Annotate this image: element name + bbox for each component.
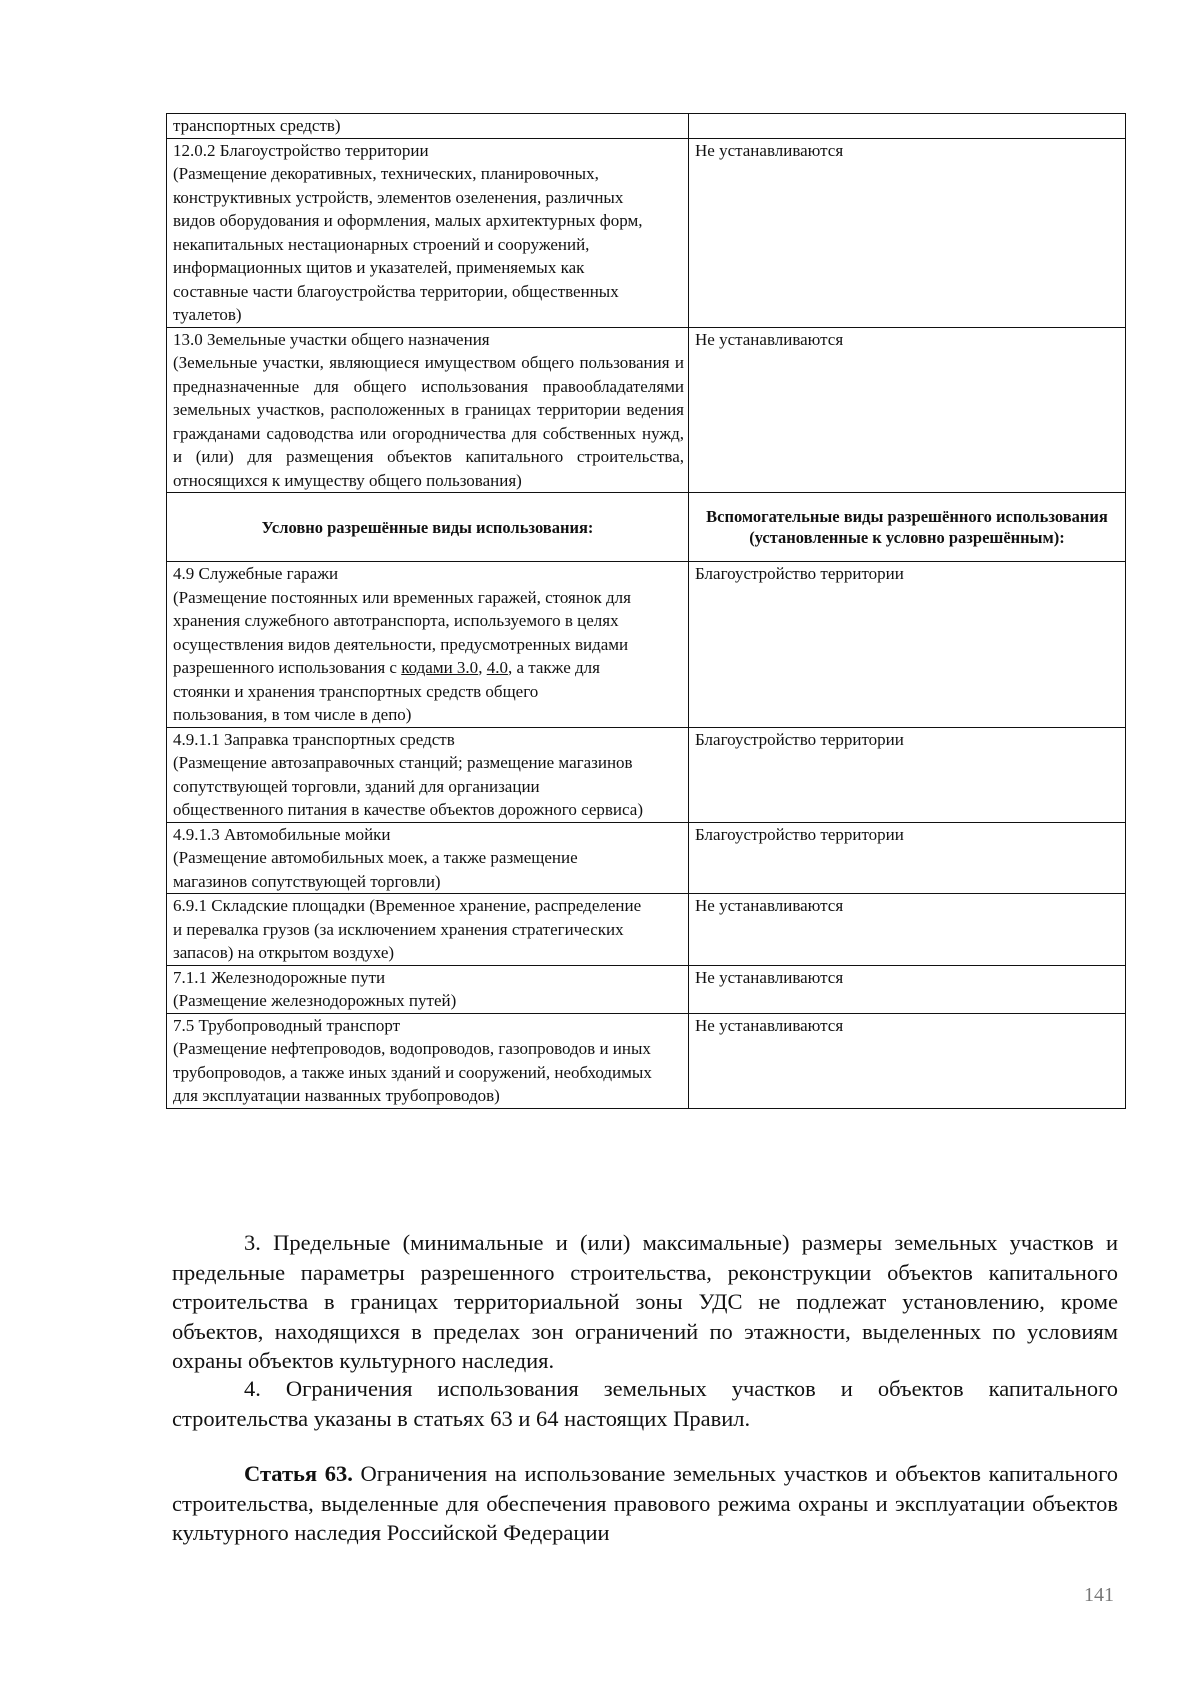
table-cell <box>689 965 1126 1013</box>
table-cell <box>689 562 1126 728</box>
cell-text: Не устанавливаются <box>695 1015 844 1035</box>
cell-text: Не устанавливаются <box>695 140 844 160</box>
use-type-title: 6.9.1 Складские площадки (Временное хранение, распределение и перевалка грузов (за исключением хранения стратегических запасов) на открытом воздухе) <box>173 896 642 962</box>
table-cell <box>167 1013 689 1108</box>
use-type-description: (Размещение железнодорожных путей) <box>173 991 457 1010</box>
table-row <box>167 1013 1126 1108</box>
use-type-description: (Размещение автозаправочных станций; размещение магазинов сопутствующей торговли, зданий для организации общественного питания в качестве объектов дорожного сервиса) <box>173 753 643 819</box>
table-cell <box>689 138 1126 327</box>
paragraph-text: 4. Ограничения использования земельных участков и объектов капитального строительства указаны в статьях 63 и 64 настоящих Правил. <box>172 1376 1118 1431</box>
table-cell <box>167 727 689 822</box>
description-text: , а также для стоянки и хранения транспортных средств общего пользования, в том числе в депо) <box>173 658 600 724</box>
cell-text: Не устанавливаются <box>695 329 844 349</box>
use-type-title: 4.9.1.3 Автомобильные мойки <box>173 824 391 844</box>
land-use-table <box>166 113 1126 1109</box>
table-cell <box>689 114 1126 139</box>
use-type-title: 4.9 Служебные гаражи <box>173 564 339 583</box>
table-row <box>167 562 1126 728</box>
article-title: Ограничения на использование земельных участков и объектов капитального строительства, выделенные для обеспечения правового режима охраны и эксплуатации объектов культурного наследия Российской Федерации <box>172 1461 1118 1545</box>
use-type-title: 4.9.1.1 Заправка транспортных средств <box>173 729 455 749</box>
cell-text: Не устанавливаются <box>695 896 844 915</box>
separator-text: , <box>478 658 487 677</box>
paragraph-4 <box>172 1374 1118 1433</box>
table-cell <box>689 822 1126 894</box>
header-conditional-uses: Условно разрешённые виды использования: <box>167 493 689 562</box>
table-cell <box>167 894 689 966</box>
table-cell <box>167 562 689 728</box>
header-auxiliary-uses: Вспомогательные виды разрешённого использования (установленные к условно разрешённым): <box>689 493 1126 562</box>
table-row <box>167 138 1126 327</box>
use-type-description: (Размещение нефтепроводов, водопроводов, газопроводов и иных трубопроводов, а также иных зданий и сооружений, необходимых для эксплуатации названных трубопроводов) <box>173 1039 652 1105</box>
table-cell <box>167 965 689 1013</box>
use-type-title: 13.0 Земельные участки общего назначения <box>173 329 490 349</box>
cell-text: Благоустройство территории <box>695 824 904 844</box>
cell-text: Благоустройство территории <box>695 564 904 583</box>
cell-text: Благоустройство территории <box>695 729 904 749</box>
use-type-description: (Размещение декоративных, технических, планировочных, конструктивных устройств, элементов озеленения, различных видов оборудования и оформления, малых архитектурных форм, некапитальных нестационарных строений и сооружений, информационных щитов и указателей, применяемых как составные части благоустройства территории, общественных туалетов) <box>173 164 643 324</box>
use-type-description <box>173 586 633 727</box>
table-row <box>167 894 1126 966</box>
use-type-description: (Земельные участки, являющиеся имуществом общего пользования и предназначенные для общего использования правообладателями земельных участков, расположенных в границах территории ведения гражданами садоводства или огородничества для собственных нужд, и (или) для размещения объектов капитального строительства, относящихся к имуществу общего пользования) <box>173 353 684 490</box>
paragraph-text: 3. Предельные (минимальные и (или) максимальные) размеры земельных участков и предельные параметры разрешенного строительства, реконструкции объектов капитального строительства в границах территориальной зоны УДС не подлежат установлению, кроме объектов, находящихся в пределах зон ограничений по этажности, выделенных по условиям охраны объектов культурного наследия. <box>172 1230 1118 1373</box>
page-number: 141 <box>1084 1584 1114 1606</box>
use-type-title: 12.0.2 Благоустройство территории <box>173 140 429 160</box>
table-row <box>167 822 1126 894</box>
use-type-title: 7.5 Трубопроводный транспорт <box>173 1015 401 1035</box>
table-row <box>167 727 1126 822</box>
description-text: (Размещение постоянных или временных гаражей, стоянок для хранения служебного автотранспорта, используемого в целях осуществления видов деятельности, предусмотренных видами разрешенного использования с <box>173 587 631 677</box>
cell-text: транспортных средств) <box>173 116 341 135</box>
use-type-title: 7.1.1 Железнодорожные пути <box>173 967 386 987</box>
table-header-row <box>167 493 1126 562</box>
table-row <box>167 114 1126 139</box>
table-cell <box>167 327 689 493</box>
table-row <box>167 327 1126 493</box>
table-cell <box>689 894 1126 966</box>
table-cell <box>167 822 689 894</box>
table-cell <box>167 138 689 327</box>
article-label: Статья 63. <box>244 1461 353 1486</box>
paragraph-3 <box>172 1228 1118 1376</box>
table-cell <box>689 327 1126 493</box>
code-link[interactable]: 4.0 <box>486 658 508 677</box>
table-cell <box>689 727 1126 822</box>
table-cell <box>167 114 689 139</box>
table-cell <box>689 1013 1126 1108</box>
article-63-heading <box>172 1459 1118 1548</box>
table-row <box>167 965 1126 1013</box>
use-type-description: (Размещение автомобильных моек, а также размещение магазинов сопутствующей торговли) <box>173 848 578 891</box>
cell-text: Не устанавливаются <box>695 967 844 987</box>
code-link[interactable]: кодами 3.0 <box>401 658 479 677</box>
